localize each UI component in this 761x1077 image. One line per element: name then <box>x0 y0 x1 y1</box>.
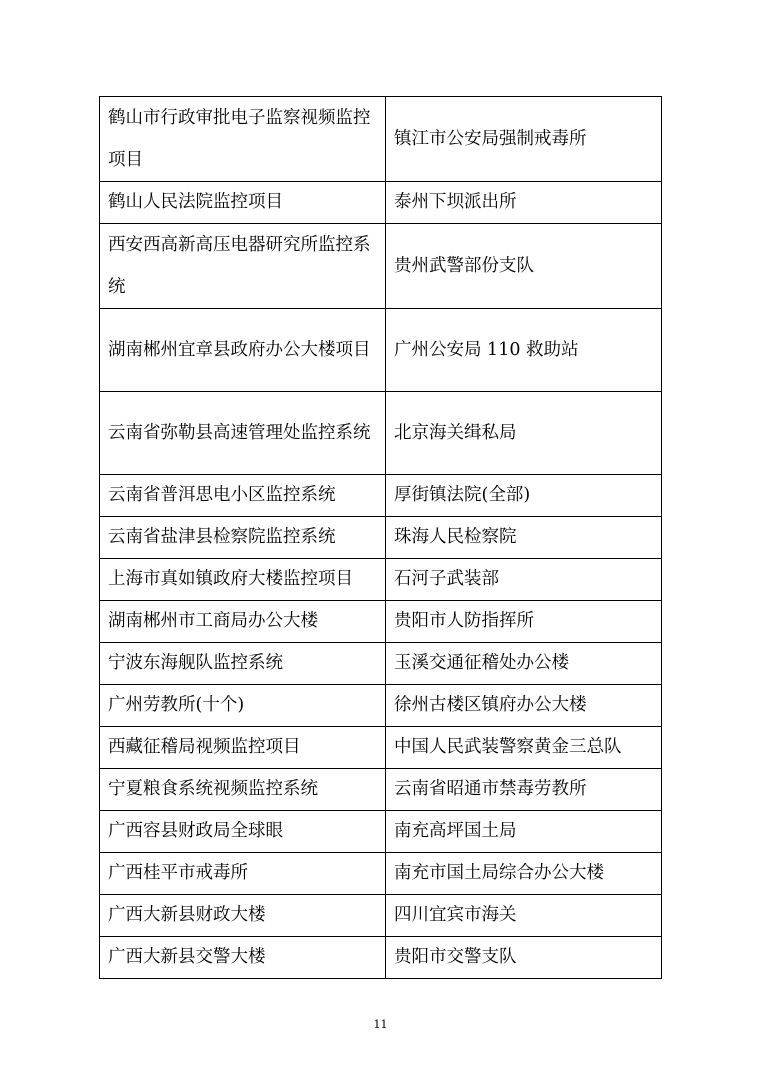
table-row <box>100 97 662 182</box>
project-cell-left: 湖南郴州宜章县政府办公大楼项目 <box>100 309 386 392</box>
project-cell-left: 广西容县财政局全球眼 <box>100 811 386 853</box>
project-cell-left: 云南省盐津县检察院监控系统 <box>100 517 386 559</box>
project-reference-table <box>99 96 662 979</box>
project-cell-right: 广州公安局 110 救助站 <box>386 309 662 392</box>
table-row <box>100 559 662 601</box>
project-cell-right: 贵州武警部份支队 <box>386 224 662 309</box>
project-cell-right: 玉溪交通征稽处办公楼 <box>386 643 662 685</box>
project-cell-left: 广西桂平市戒毒所 <box>100 853 386 895</box>
table-row <box>100 475 662 517</box>
project-cell-right: 厚街镇法院(全部) <box>386 475 662 517</box>
table-row <box>100 517 662 559</box>
project-cell-right: 北京海关缉私局 <box>386 392 662 475</box>
table-row <box>100 685 662 727</box>
project-cell-left: 宁夏粮食系统视频监控系统 <box>100 769 386 811</box>
project-cell-right: 四川宜宾市海关 <box>386 895 662 937</box>
project-cell-right: 镇江市公安局强制戒毒所 <box>386 97 662 182</box>
project-cell-left: 宁波东海舰队监控系统 <box>100 643 386 685</box>
project-cell-right: 南充市国土局综合办公大楼 <box>386 853 662 895</box>
project-cell-right: 贵阳市交警支队 <box>386 937 662 979</box>
project-cell-right: 南充高坪国土局 <box>386 811 662 853</box>
project-cell-left: 云南省弥勒县高速管理处监控系统 <box>100 392 386 475</box>
project-cell-right: 徐州古楼区镇府办公大楼 <box>386 685 662 727</box>
table-row <box>100 853 662 895</box>
table-row <box>100 769 662 811</box>
project-cell-left: 广西大新县交警大楼 <box>100 937 386 979</box>
project-cell-right: 中国人民武装警察黄金三总队 <box>386 727 662 769</box>
project-cell-left: 西藏征稽局视频监控项目 <box>100 727 386 769</box>
project-cell-left: 广州劳教所(十个) <box>100 685 386 727</box>
table-row <box>100 937 662 979</box>
table-row <box>100 392 662 475</box>
table-row <box>100 643 662 685</box>
project-cell-left: 广西大新县财政大楼 <box>100 895 386 937</box>
project-cell-right: 珠海人民检察院 <box>386 517 662 559</box>
project-cell-right: 石河子武装部 <box>386 559 662 601</box>
project-cell-left: 西安西高新高压电器研究所监控系统 <box>100 224 386 309</box>
project-cell-left: 鹤山市行政审批电子监察视频监控项目 <box>100 97 386 182</box>
project-cell-right: 贵阳市人防指挥所 <box>386 601 662 643</box>
table-row <box>100 309 662 392</box>
page-number: 11 <box>373 1018 388 1031</box>
table-row <box>100 601 662 643</box>
project-cell-left: 云南省普洱思电小区监控系统 <box>100 475 386 517</box>
project-cell-left: 上海市真如镇政府大楼监控项目 <box>100 559 386 601</box>
table-row <box>100 727 662 769</box>
project-cell-right: 云南省昭通市禁毒劳教所 <box>386 769 662 811</box>
table-row <box>100 182 662 224</box>
project-cell-left: 湖南郴州市工商局办公大楼 <box>100 601 386 643</box>
project-cell-right: 泰州下坝派出所 <box>386 182 662 224</box>
table-row <box>100 811 662 853</box>
project-cell-left: 鹤山人民法院监控项目 <box>100 182 386 224</box>
table-row <box>100 224 662 309</box>
table-row <box>100 895 662 937</box>
